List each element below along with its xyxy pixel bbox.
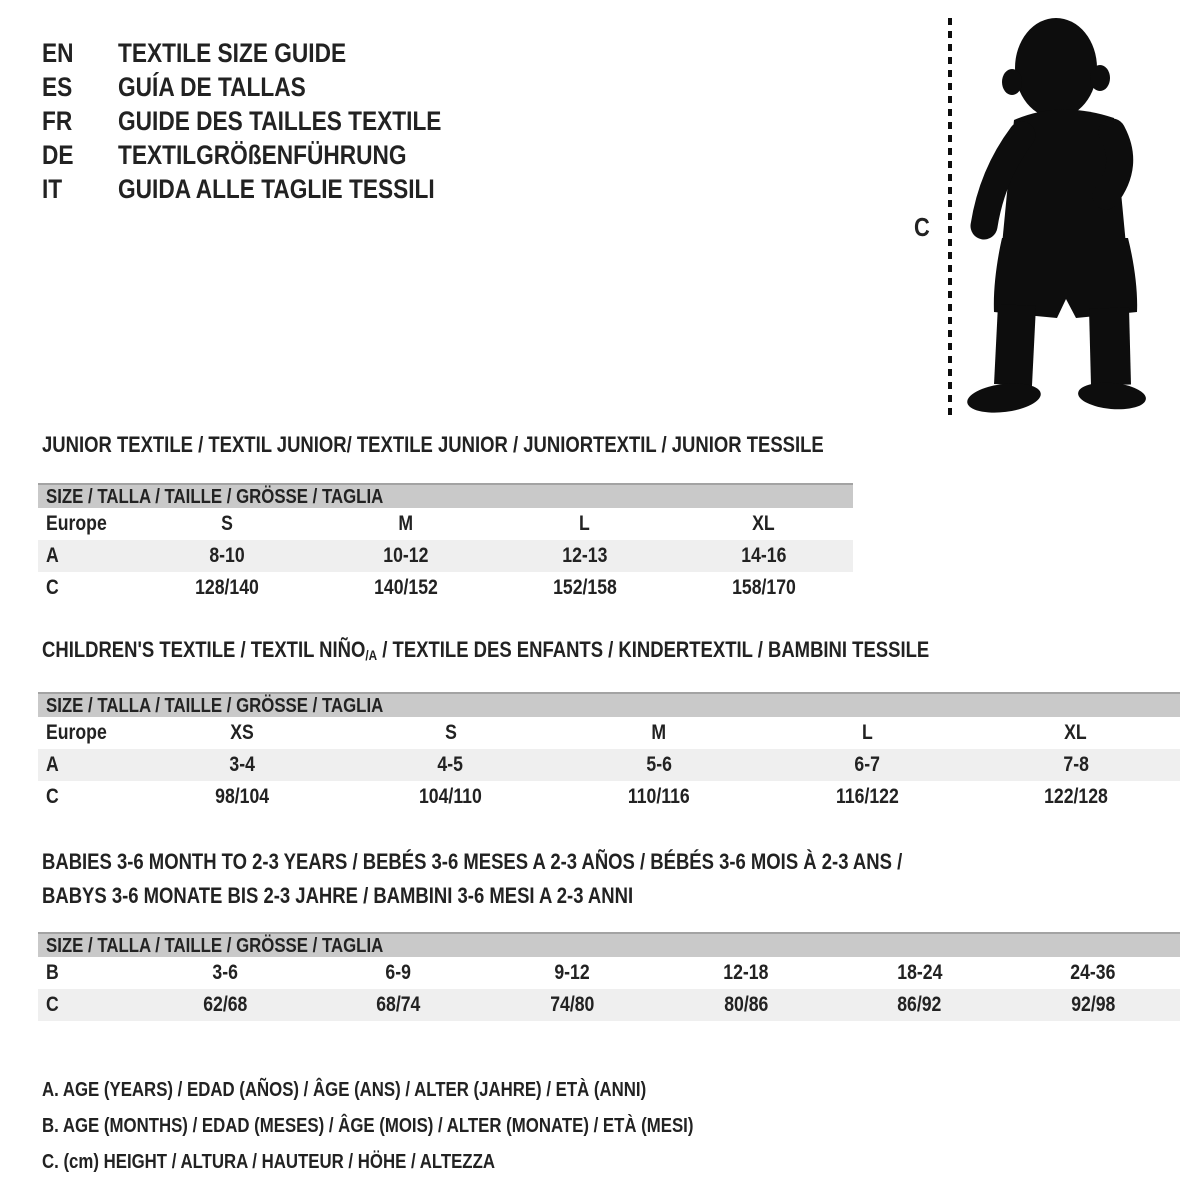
cell: 14-16 (741, 544, 787, 567)
table-row-b (38, 957, 1180, 989)
legend-line-c: C. (cm) HEIGHT / ALTURA / HAUTEUR / HÖHE / ALTEZZA (42, 1151, 495, 1173)
cell: 62/68 (202, 993, 247, 1016)
cell: 6-9 (385, 961, 412, 984)
cell: 18-24 (896, 961, 943, 984)
cell: 68/74 (376, 993, 421, 1016)
column-header: L (861, 721, 873, 744)
language-row-es (42, 70, 503, 104)
legend-line-a: A. AGE (YEARS) / EDAD (AÑOS) / ÂGE (ANS) / ALTER (JAHRE) / ETÀ (ANNI) (42, 1079, 647, 1101)
size-header-bar: SIZE / TALLA / TAILLE / GRÖSSE / TAGLIA (38, 483, 853, 508)
cell: 158/170 (731, 576, 796, 599)
row-label: C (46, 576, 59, 599)
size-table-junior (38, 483, 853, 604)
size-header-bar: SIZE / TALLA / TAILLE / GRÖSSE / TAGLIA (38, 932, 1180, 957)
table-row-a (38, 749, 1180, 781)
column-header: XL (1064, 721, 1088, 744)
cell: 3-4 (229, 753, 255, 776)
cell: 92/98 (1071, 993, 1116, 1016)
cell: 12-13 (562, 544, 608, 567)
row-label: C (46, 785, 59, 808)
toddler-silhouette (966, 18, 1147, 416)
size-table-babies (38, 932, 1180, 1021)
cell: 9-12 (554, 961, 590, 984)
cell: 152/158 (552, 576, 617, 599)
cell: 3-6 (212, 961, 238, 984)
cell: 6-7 (854, 753, 881, 776)
language-code: FR (42, 106, 73, 136)
table-row-c (38, 989, 1180, 1021)
column-header: Europe (46, 512, 107, 535)
cell: 80/86 (723, 993, 768, 1016)
cell: 128/140 (195, 576, 260, 599)
table-header-row (38, 717, 1180, 749)
language-code: IT (42, 174, 63, 204)
language-row-it (42, 172, 503, 206)
table-row-a (38, 540, 853, 572)
column-header: XS (230, 721, 254, 744)
row-label: B (46, 961, 59, 984)
cell: 116/122 (835, 785, 899, 808)
cell: 7-8 (1063, 753, 1089, 776)
language-code: EN (42, 38, 74, 68)
cell: 110/116 (628, 785, 690, 808)
nino-a-subscript: /A (365, 647, 378, 663)
cell: 140/152 (374, 576, 439, 599)
column-header: S (444, 721, 457, 744)
cell: 74/80 (550, 993, 595, 1016)
cell: 98/104 (215, 785, 270, 808)
column-header: M (651, 721, 667, 744)
row-label: A (46, 544, 59, 567)
cell: 4-5 (437, 753, 464, 776)
section-title-babies-line2: BABYS 3-6 MONATE BIS 2-3 JAHRE / BAMBINI 3-6 MESI A 2-3 ANNI (42, 883, 634, 908)
section-title-children: CHILDREN'S TEXTILE / TEXTIL $NIÑO_{/A}$ / TEXTILE DES ENFANTS / KINDERTEXTIL / BAMBINI TESSILE (42, 637, 930, 663)
language-title: GUIDA ALLE TAGLIE TESSILI (118, 174, 435, 204)
cell: 86/92 (897, 993, 942, 1016)
table-header-row (38, 508, 853, 540)
language-title: GUIDE DES TAILLES TEXTILE (118, 106, 442, 136)
row-label: C (46, 993, 59, 1016)
language-row-en (42, 36, 503, 70)
legend-line-b: B. AGE (MONTHS) / EDAD (MESES) / ÂGE (MOIS) / ALTER (MONATE) / ETÀ (MESI) (42, 1115, 694, 1137)
height-figure (900, 8, 1200, 433)
table-row-c (38, 781, 1180, 813)
section-title-junior: JUNIOR TEXTILE / TEXTIL JUNIOR/ TEXTILE JUNIOR / JUNIORTEXTIL / JUNIOR TESSILE (42, 432, 824, 457)
column-header: M (398, 512, 414, 535)
column-header: L (579, 512, 591, 535)
column-header: Europe (46, 721, 107, 744)
language-title: GUÍA DE TALLAS (118, 72, 306, 102)
height-measure-label: C (914, 212, 930, 242)
language-title-list (42, 36, 503, 206)
language-title: TEXTILGRÖßENFÜHRUNG (118, 140, 407, 170)
cell: 12-18 (723, 961, 769, 984)
size-table-children (38, 692, 1180, 813)
cell: 8-10 (209, 544, 246, 567)
language-row-fr (42, 104, 503, 138)
cell: 24-36 (1070, 961, 1116, 984)
size-header-bar: SIZE / TALLA / TAILLE / GRÖSSE / TAGLIA (38, 692, 1180, 717)
measure-legend (42, 1072, 818, 1180)
toddler-silhouette-graphic (900, 8, 1200, 433)
language-row-de (42, 138, 503, 172)
cell: 5-6 (646, 753, 672, 776)
language-code: DE (42, 140, 74, 170)
cell: 122/128 (1043, 785, 1108, 808)
table-row-c (38, 572, 853, 604)
language-code: ES (42, 72, 73, 102)
cell: 104/110 (419, 785, 482, 808)
row-label: A (46, 753, 59, 776)
language-title: TEXTILE SIZE GUIDE (118, 38, 347, 68)
cell: 10-12 (383, 544, 429, 567)
section-title-babies-line1: BABIES 3-6 MONTH TO 2-3 YEARS / BEBÉS 3-6 MESES A 2-3 AÑOS / BÉBÉS 3-6 MOIS À 2-3 ANS / (42, 849, 903, 874)
column-header: XL (752, 512, 775, 535)
column-header: S (221, 512, 234, 535)
